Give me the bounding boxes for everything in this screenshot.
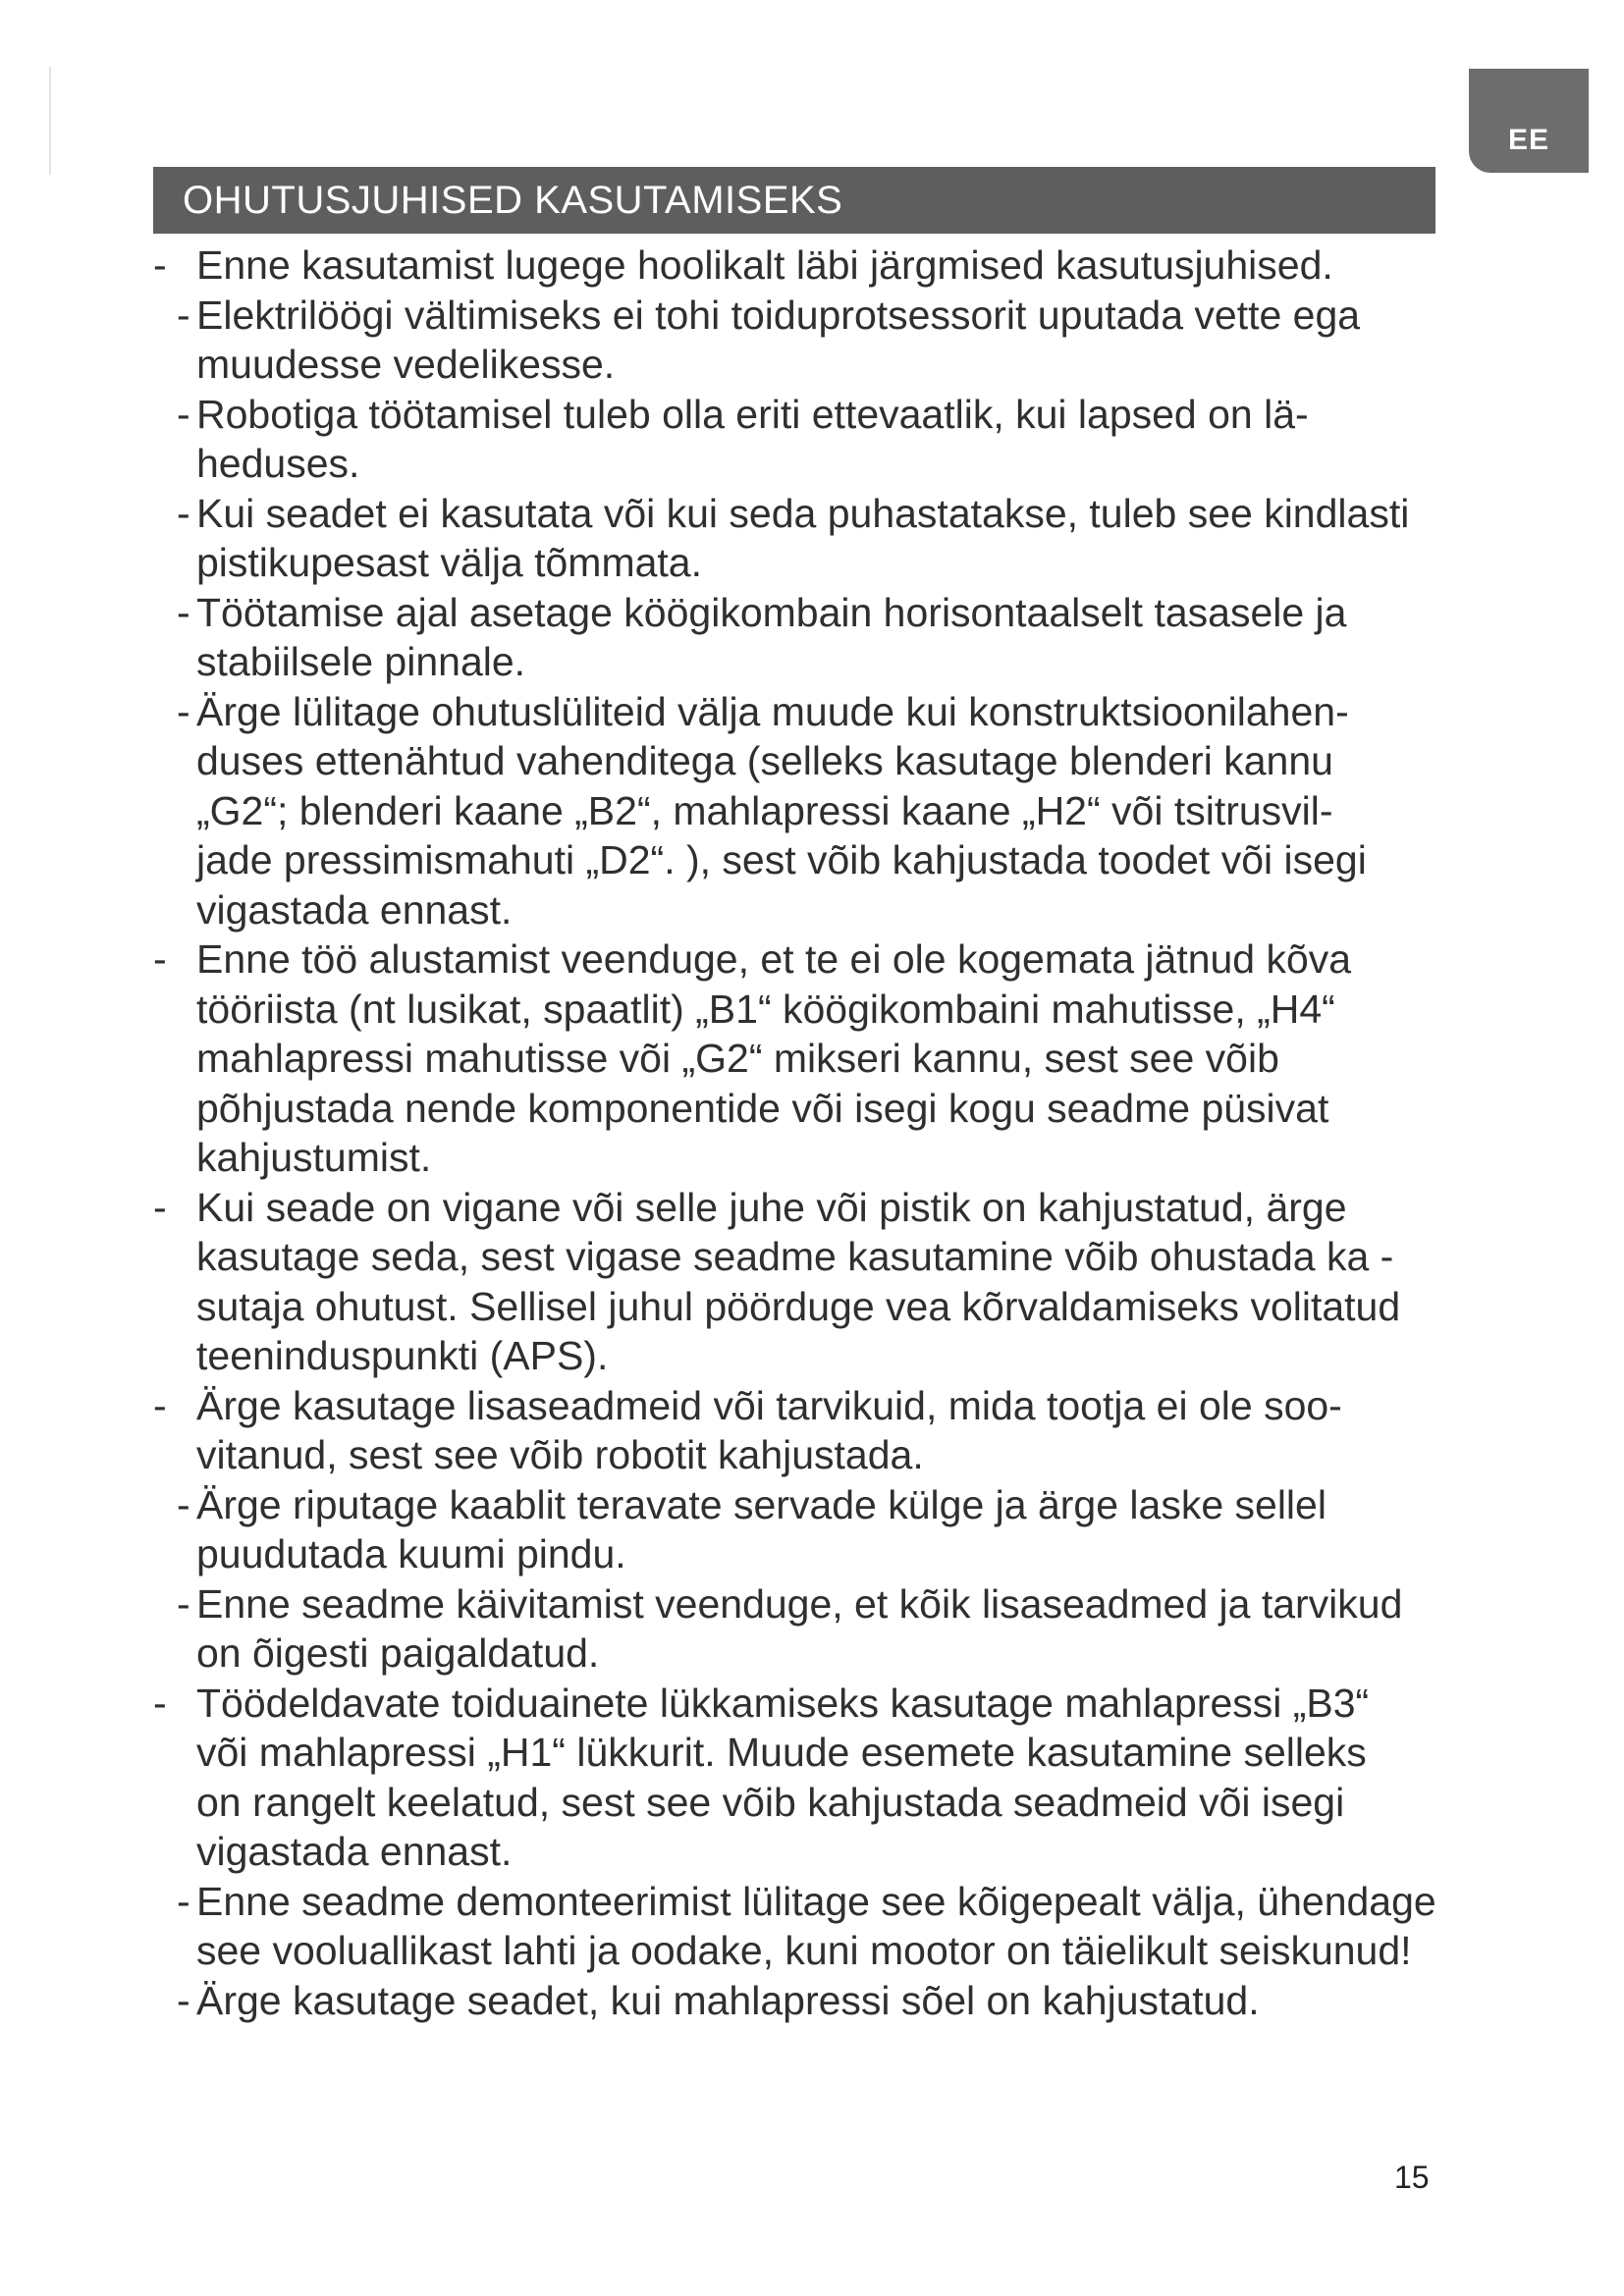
list-item-line: heduses. — [196, 441, 360, 486]
page-number: 15 — [1394, 2160, 1430, 2195]
list-item — [153, 1976, 1469, 2026]
list-item-line: on rangelt keelatud, sest see võib kahjustada seadmeid või isegi — [196, 1779, 1345, 1825]
list-dash: - — [177, 1977, 190, 2023]
list-item-line: vitanud, sest see võib robotit kahjustada. — [196, 1432, 924, 1477]
list-item-line: põhjustada nende komponentide või isegi kogu seadme püsivat — [196, 1085, 1329, 1131]
list-item-line: Kui seade on vigane või selle juhe või pistik on kahjustatud, ärge — [196, 1184, 1347, 1230]
list-item-line: puudutada kuumi pindu. — [196, 1531, 626, 1576]
list-dash: - — [177, 1878, 190, 1924]
list-item — [153, 240, 1469, 291]
list-item — [153, 390, 1469, 489]
list-item-line: pistikupesast välja tõmmata. — [196, 540, 703, 585]
safety-instructions-list — [153, 240, 1469, 2025]
list-item-line: Elektrilöögi vältimiseks ei tohi toiduprotsessorit uputada vette ega — [196, 292, 1361, 338]
list-item-line: Enne seadme demonteerimist lülitage see kõigepealt välja, ühendage — [196, 1878, 1436, 1924]
list-item — [153, 588, 1469, 687]
list-item-line: duses ettenähtud vahenditega (selleks kasutage blenderi kannu — [196, 738, 1333, 783]
list-item-line: Kui seadet ei kasutata või kui seda puhastatakse, tuleb see kindlasti — [196, 490, 1410, 536]
list-item-line: Robotiga töötamisel tuleb olla eriti ettevaatlik, kui lapsed on lä- — [196, 391, 1309, 437]
list-item-line: Enne töö alustamist veenduge, et te ei ole kogemata jätnud kõva — [196, 936, 1352, 982]
list-item — [153, 1381, 1469, 1480]
list-item — [153, 1679, 1469, 1877]
list-item-line: Ärge riputage kaablit teravate servade külge ja ärge laske sellel — [196, 1481, 1326, 1527]
list-item — [153, 1579, 1469, 1679]
list-item-line: tööriista (nt lusikat, spaatlit) „B1“ köögikombaini mahutisse, „H4“ — [196, 986, 1335, 1032]
list-dash: - — [153, 242, 167, 288]
list-dash: - — [177, 589, 190, 635]
list-item-line: Ärge kasutage lisaseadmeid või tarvikuid, mida tootja ei ole soo- — [196, 1382, 1342, 1428]
list-item-line: jade pressimismahuti „D2“. ), sest võib kahjustada toodet või isegi — [196, 837, 1367, 882]
list-item-line: kasutage seda, sest vigase seadme kasutamine võib ohustada ka - — [196, 1234, 1394, 1279]
list-item-line: stabiilsele pinnale. — [196, 639, 526, 684]
list-dash: - — [153, 936, 167, 982]
section-title: OHUTUSJUHISED KASUTAMISEKS — [153, 167, 1435, 234]
list-item-line: teeninduspunkti (APS). — [196, 1333, 609, 1378]
list-item-line: Ärge lülitage ohutuslüliteid välja muude kui konstruktsioonilahen- — [196, 688, 1349, 734]
list-item-line: sutaja ohutust. Sellisel juhul pöörduge vea kõrvaldamiseks volitatud — [196, 1283, 1401, 1329]
margin-rule — [49, 67, 51, 175]
list-item-line: „G2“; blenderi kaane „B2“, mahlapressi kaane „H2“ või tsitrusvil- — [196, 787, 1333, 833]
list-item-line: vigastada ennast. — [196, 1829, 513, 1874]
list-dash: - — [153, 1680, 167, 1726]
list-item-line: Enne seadme käivitamist veenduge, et kõik lisaseadmed ja tarvikud — [196, 1580, 1403, 1627]
list-dash: - — [153, 1184, 167, 1230]
list-item — [153, 934, 1469, 1183]
list-item-line: muudesse vedelikesse. — [196, 342, 616, 387]
list-dash: - — [177, 1481, 190, 1527]
language-tab: EE — [1469, 69, 1589, 173]
list-item — [153, 291, 1469, 390]
list-item — [153, 687, 1469, 935]
list-item — [153, 1183, 1469, 1381]
list-item-line: vigastada ennast. — [196, 886, 513, 933]
list-item-line: on õigesti paigaldatud. — [196, 1630, 600, 1676]
list-item-line: või mahlapressi „H1“ lükkurit. Muude esemete kasutamine selleks — [196, 1730, 1367, 1775]
list-item — [153, 1480, 1469, 1579]
list-item — [153, 489, 1469, 588]
list-item-line: mahlapressi mahutisse või „G2“ mikseri kannu, sest see võib — [196, 1036, 1279, 1081]
list-item-line: Enne kasutamist lugege hoolikalt läbi järgmised kasutusjuhised. — [196, 242, 1333, 288]
list-dash: - — [177, 688, 190, 734]
list-dash: - — [153, 1382, 167, 1428]
list-item-line: Töödeldavate toiduainete lükkamiseks kasutage mahlapressi „B3“ — [196, 1680, 1370, 1726]
list-item-line: see vooluallikast lahti ja oodake, kuni mootor on täielikult seiskunud! — [196, 1928, 1412, 1973]
list-dash: - — [177, 490, 190, 536]
list-item-line: Ärge kasutage seadet, kui mahlapressi sõel on kahjustatud. — [196, 1977, 1260, 2023]
list-item-line: Töötamise ajal asetage köögikombain horisontaalselt tasasele ja — [196, 589, 1347, 635]
list-item-line: kahjustumist. — [196, 1135, 432, 1180]
list-dash: - — [177, 292, 190, 338]
list-dash: - — [177, 391, 190, 437]
list-dash: - — [177, 1580, 190, 1627]
list-item — [153, 1877, 1469, 1976]
